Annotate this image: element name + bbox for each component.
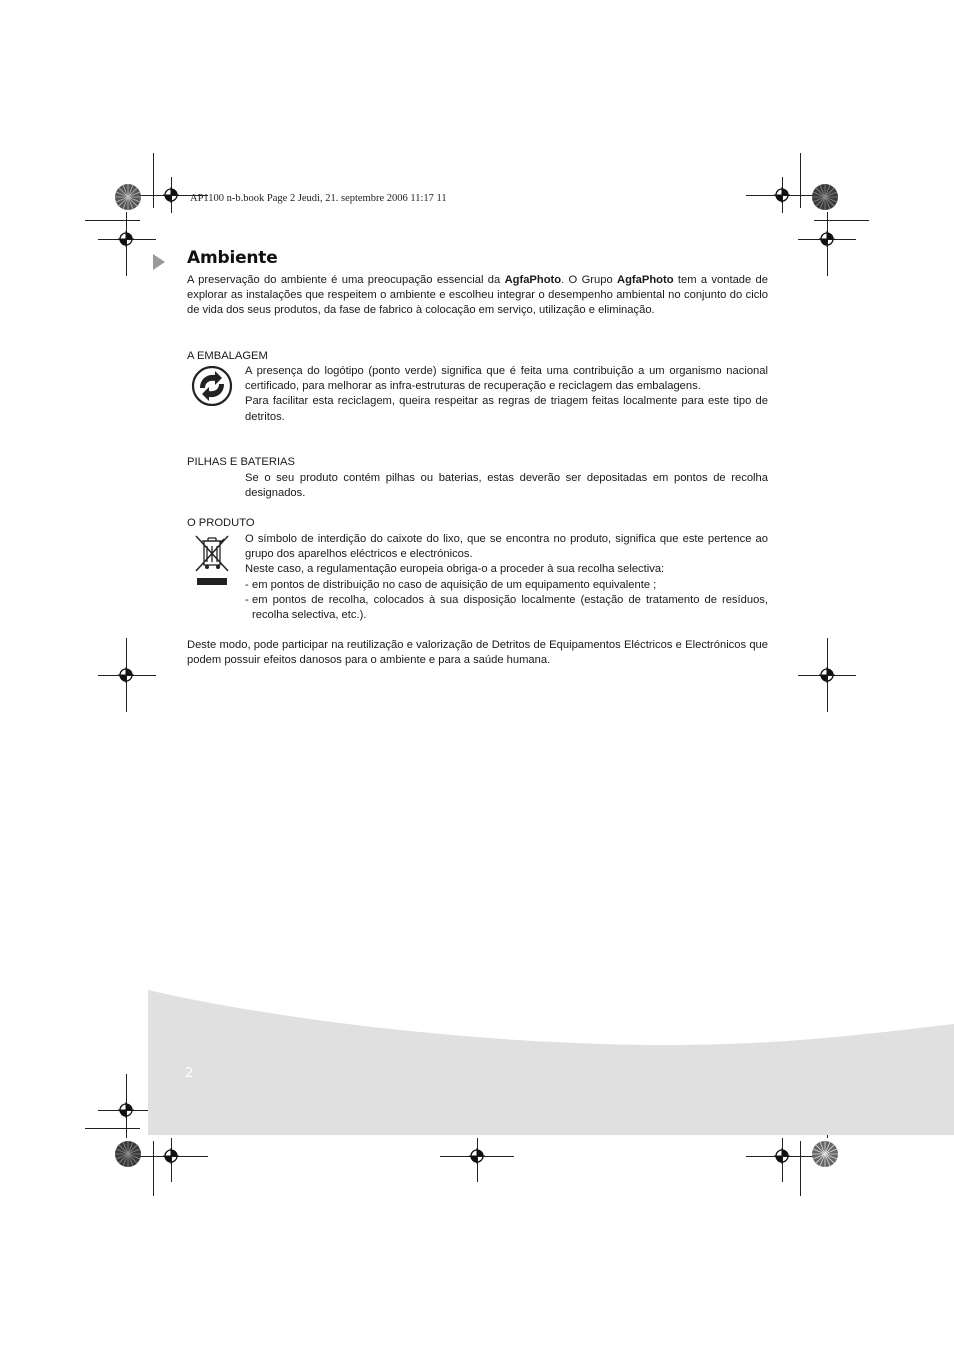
crop-mark: [800, 153, 801, 208]
produto-paragraph-2: Neste caso, a regulamentação europeia obriga-o a proceder à sua recolha selectiva:: [245, 563, 665, 576]
list-item-text: em pontos de distribuição no caso de aquisição de um equipamento equivalente ;: [252, 578, 657, 591]
registration-target-icon: [774, 187, 790, 203]
starburst-icon: [811, 183, 839, 211]
registration-target-icon: [469, 1148, 485, 1164]
green-dot-recycling-icon: [190, 366, 234, 406]
footer-band: [148, 990, 954, 1135]
closing-paragraph: Deste modo, pode participar na reutilização e valorização de Detritos de Equipamentos Eléctricos e Electrónicos que podem possuir efeitos danosos para o ambiente e para a saúde humana.: [187, 639, 768, 667]
brand-name: AgfaPhoto: [504, 274, 562, 286]
crop-mark: [153, 1141, 154, 1196]
registration-target-icon: [819, 231, 835, 247]
starburst-icon: [114, 1140, 142, 1168]
crop-mark: [85, 220, 140, 221]
registration-target-icon: [118, 1102, 134, 1118]
registration-target-icon: [163, 1148, 179, 1164]
crop-mark: [85, 1128, 140, 1129]
list-item-text: em pontos de recolha, colocados à sua disposição localmente (estação de tratamento de resíduos, recolha selectiva, etc.).: [252, 593, 768, 622]
crop-mark: [800, 1141, 801, 1196]
pilhas-paragraph: Se o seu produto contém pilhas ou baterias, estas deverão ser depositadas em pontos de recolha designados.: [245, 472, 768, 500]
crossed-out-wheelie-bin-icon: [193, 533, 231, 588]
section-heading-pilhas: PILHAS E BATERIAS: [187, 456, 295, 468]
section-heading-embalagem: A EMBALAGEM: [187, 350, 268, 362]
crop-mark: [153, 153, 154, 208]
intro-text: . O Grupo: [561, 274, 618, 286]
intro-paragraph: [187, 273, 768, 319]
print-header-stamp: AP1100 n-b.book Page 2 Jeudi, 21. septembre 2006 11:17 11: [190, 193, 447, 204]
produto-text-block: [245, 532, 768, 623]
page-number: 2: [185, 1066, 194, 1081]
produto-paragraph-1: O símbolo de interdição do caixote do lixo, que se encontra no produto, significa que este pertence ao grupo dos aparelhos eléctricos e electrónicos.: [245, 533, 768, 561]
crop-mark: [814, 220, 869, 221]
registration-target-icon: [118, 231, 134, 247]
starburst-icon: [114, 183, 142, 211]
section-arrow-icon: [153, 254, 165, 270]
registration-target-icon: [774, 1148, 790, 1164]
embalagem-paragraph-2: Para facilitar esta reciclagem, queira respeitar as regras de triagem feitas localmente para este tipo de detritos.: [245, 395, 768, 423]
list-item: - em pontos de recolha, colocados à sua disposição localmente (estação de tratamento de resíduos, recolha selectiva, etc.).: [245, 593, 768, 623]
brand-name: AgfaPhoto: [617, 274, 674, 286]
starburst-icon: [811, 1140, 839, 1168]
registration-target-icon: [118, 667, 134, 683]
registration-target-icon: [819, 667, 835, 683]
page-title: Ambiente: [187, 248, 278, 268]
registration-target-icon: [163, 187, 179, 203]
list-item: - em pontos de distribuição no caso de aquisição de um equipamento equivalente ;: [245, 578, 657, 591]
intro-text: tem a vontade de explorar as instalações que respeitem o ambiente e escolheu integrar o desempenho ambiental no conjunto do ciclo de vida dos seus produtos, da fase de fabrico à colocação em serviço, utilização e eliminação.: [187, 274, 769, 317]
embalagem-text-block: [245, 364, 768, 425]
intro-text: A preservação do ambiente é uma preocupação essencial da: [187, 274, 505, 286]
section-heading-produto: O PRODUTO: [187, 517, 255, 529]
embalagem-paragraph-1: A presença do logótipo (ponto verde) significa que é feita uma contribuição a um organismo nacional certificado, para melhorar as infra-estruturas de recuperação e reciclagem das embalagens.: [245, 365, 768, 393]
